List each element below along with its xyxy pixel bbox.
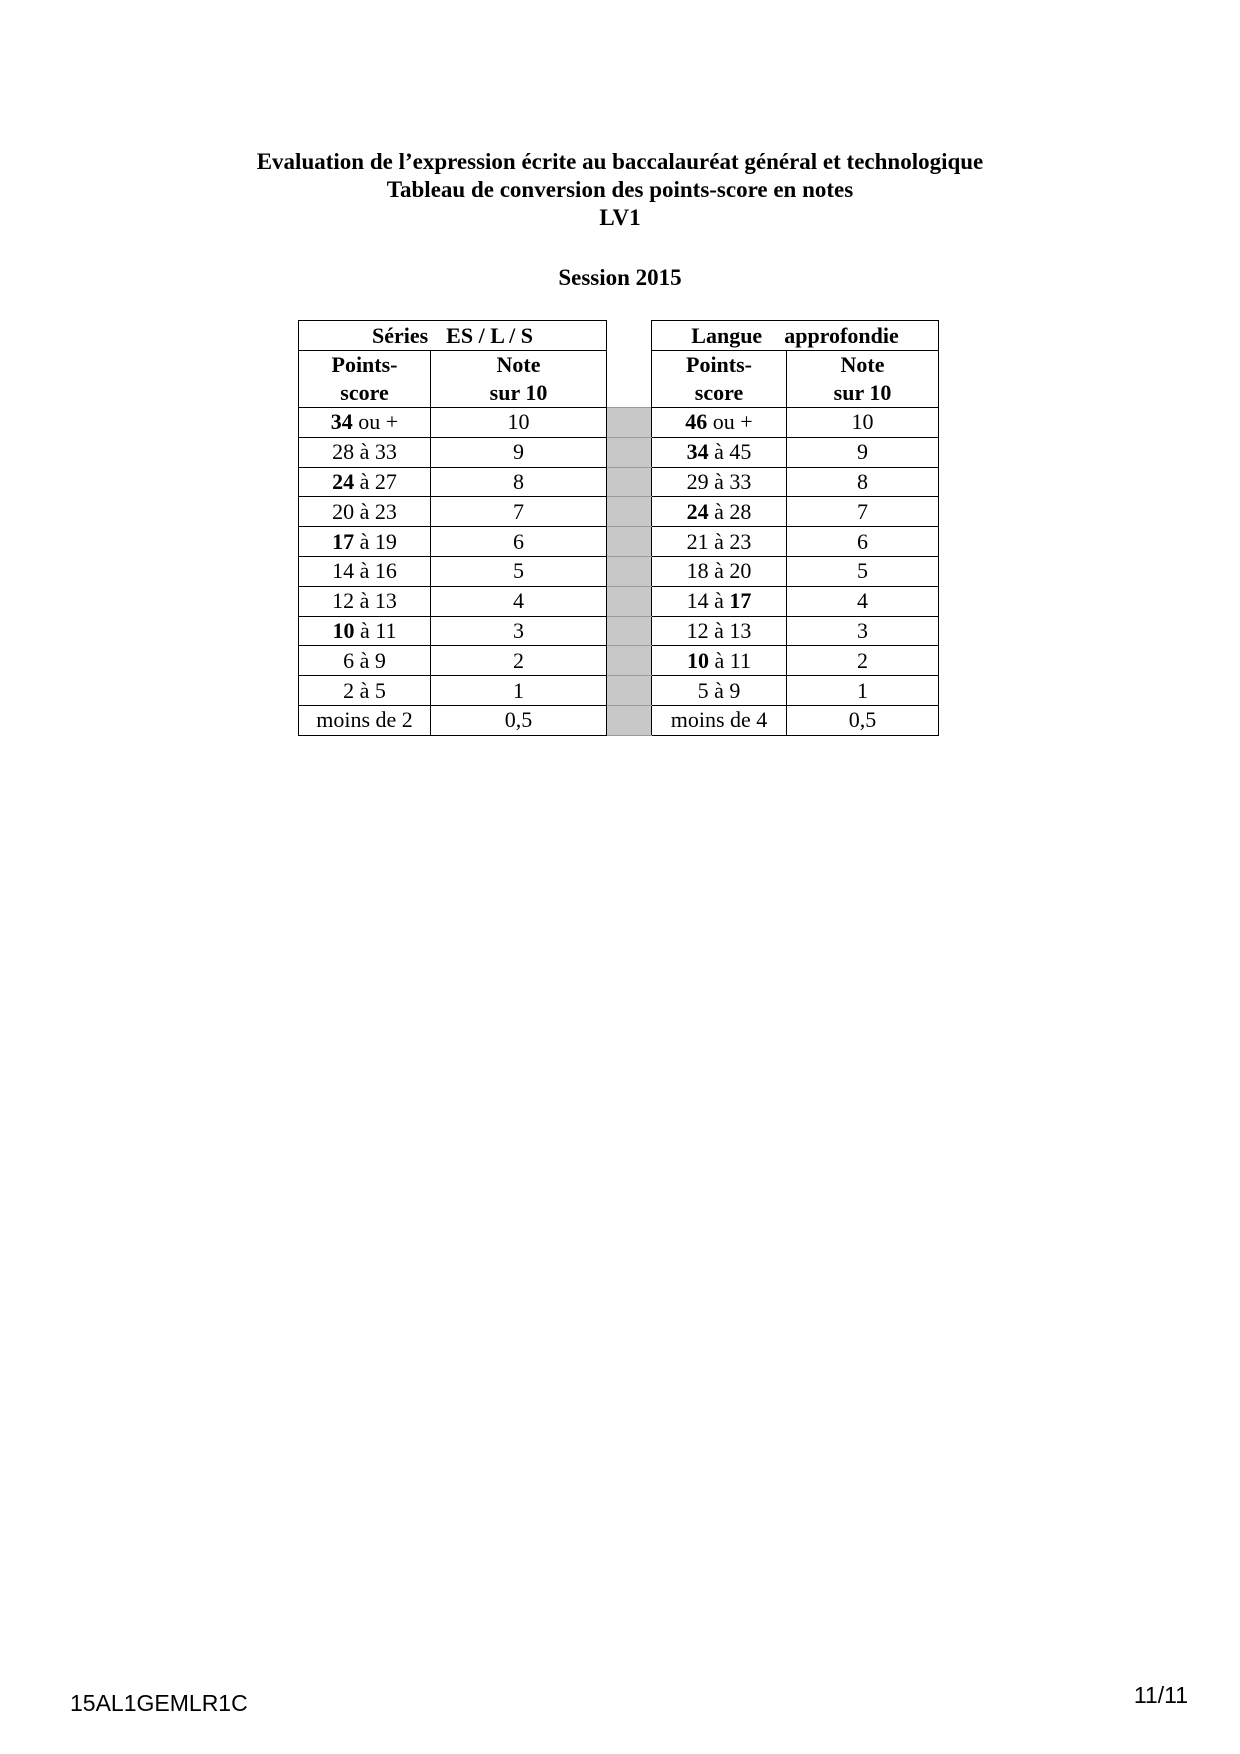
- left-note-cell: 5: [431, 556, 607, 586]
- left-points-score-cell: 12 à 13: [299, 586, 431, 616]
- table-row: [299, 527, 939, 557]
- right-points-score-cell: 12 à 13: [652, 616, 787, 646]
- left-note-cell: 7: [431, 497, 607, 527]
- right-note-cell: 0,5: [787, 705, 939, 735]
- page-number: 11/11: [1133, 1682, 1188, 1708]
- right-note-cell: 1: [787, 676, 939, 706]
- document-header: [0, 148, 1240, 232]
- left-points-score-cell: 17 à 19: [299, 527, 431, 557]
- right-note-cell: 5: [787, 556, 939, 586]
- right-note-cell: 2: [787, 646, 939, 676]
- left-title-series: Séries: [371, 322, 429, 348]
- session-label: Session 2015: [558, 265, 682, 290]
- left-points-score-cell: 10 à 11: [299, 616, 431, 646]
- left-points-score-cell: 14 à 16: [299, 556, 431, 586]
- right-note-cell: 9: [787, 437, 939, 467]
- table-gap-shaded: [607, 408, 652, 438]
- left-note-cell: 1: [431, 676, 607, 706]
- left-note-cell: 3: [431, 616, 607, 646]
- right-note-cell: 8: [787, 467, 939, 497]
- left-points-score-cell: 2 à 5: [299, 676, 431, 706]
- table-gap-shaded: [607, 467, 652, 497]
- table-gap-shaded: [607, 437, 652, 467]
- left-note-cell: 2: [431, 646, 607, 676]
- left-note-cell: 9: [431, 437, 607, 467]
- left-points-score-cell: moins de 2: [299, 705, 431, 735]
- table-gap: [607, 351, 652, 408]
- document-code: 15AL1GEMLR1C: [70, 1690, 248, 1716]
- left-points-score-cell: 20 à 23: [299, 497, 431, 527]
- right-note-cell: 7: [787, 497, 939, 527]
- right-points-score-cell: 46 ou +: [652, 408, 787, 438]
- left-title-values: ES / L / S: [446, 322, 534, 348]
- left-points-score-cell: 34 ou +: [299, 408, 431, 438]
- right-note-cell: 3: [787, 616, 939, 646]
- left-note-cell: 10: [431, 408, 607, 438]
- table-row: [299, 497, 939, 527]
- table-row: [299, 586, 939, 616]
- table-row: [299, 646, 939, 676]
- right-points-score-cell: moins de 4: [652, 705, 787, 735]
- left-points-score-cell: 24 à 27: [299, 467, 431, 497]
- left-note-cell: 0,5: [431, 705, 607, 735]
- right-points-score-cell: 5 à 9: [652, 676, 787, 706]
- left-points-score-cell: 6 à 9: [299, 646, 431, 676]
- right-title-approfondie: approfondie: [784, 322, 899, 348]
- right-col-points-header: Points- score: [652, 351, 787, 408]
- header-subtitle: Tableau de conversion des points-score en notes: [386, 177, 854, 202]
- table-gap-shaded: [607, 497, 652, 527]
- table-gap-shaded: [607, 676, 652, 706]
- right-points-score-cell: 18 à 20: [652, 556, 787, 586]
- left-table-title: [299, 321, 607, 351]
- left-note-cell: 4: [431, 586, 607, 616]
- right-points-score-cell: 10 à 11: [652, 646, 787, 676]
- table-row: [299, 467, 939, 497]
- right-points-score-cell: 24 à 28: [652, 497, 787, 527]
- header-title: Evaluation de l’expression écrite au baccalauréat général et technologique: [256, 149, 984, 174]
- right-table-title: [652, 321, 939, 351]
- table-row: [299, 705, 939, 735]
- right-points-score-cell: 21 à 23: [652, 527, 787, 557]
- column-header-row: [299, 351, 939, 408]
- right-col-note-header: Note sur 10: [787, 351, 939, 408]
- right-points-score-cell: 29 à 33: [652, 467, 787, 497]
- table-gap-shaded: [607, 705, 652, 735]
- right-points-score-cell: 34 à 45: [652, 437, 787, 467]
- right-note-cell: 10: [787, 408, 939, 438]
- header-language: LV1: [599, 205, 641, 230]
- conversion-table: [298, 320, 939, 736]
- table-row: [299, 408, 939, 438]
- left-note-cell: 8: [431, 467, 607, 497]
- table-gap-shaded: [607, 586, 652, 616]
- right-note-cell: 4: [787, 586, 939, 616]
- right-points-score-cell: 14 à 17: [652, 586, 787, 616]
- table-row: [299, 437, 939, 467]
- table-gap: [607, 321, 652, 351]
- table-gap-shaded: [607, 646, 652, 676]
- right-note-cell: 6: [787, 527, 939, 557]
- left-col-points-header: Points- score: [299, 351, 431, 408]
- table-gap-shaded: [607, 616, 652, 646]
- table-row: [299, 676, 939, 706]
- left-note-cell: 6: [431, 527, 607, 557]
- table-gap-shaded: [607, 556, 652, 586]
- left-col-note-header: Note sur 10: [431, 351, 607, 408]
- table-title-row: [299, 321, 939, 351]
- table-gap-shaded: [607, 527, 652, 557]
- right-title-langue: Langue: [691, 322, 763, 348]
- left-points-score-cell: 28 à 33: [299, 437, 431, 467]
- table-row: [299, 556, 939, 586]
- table-row: [299, 616, 939, 646]
